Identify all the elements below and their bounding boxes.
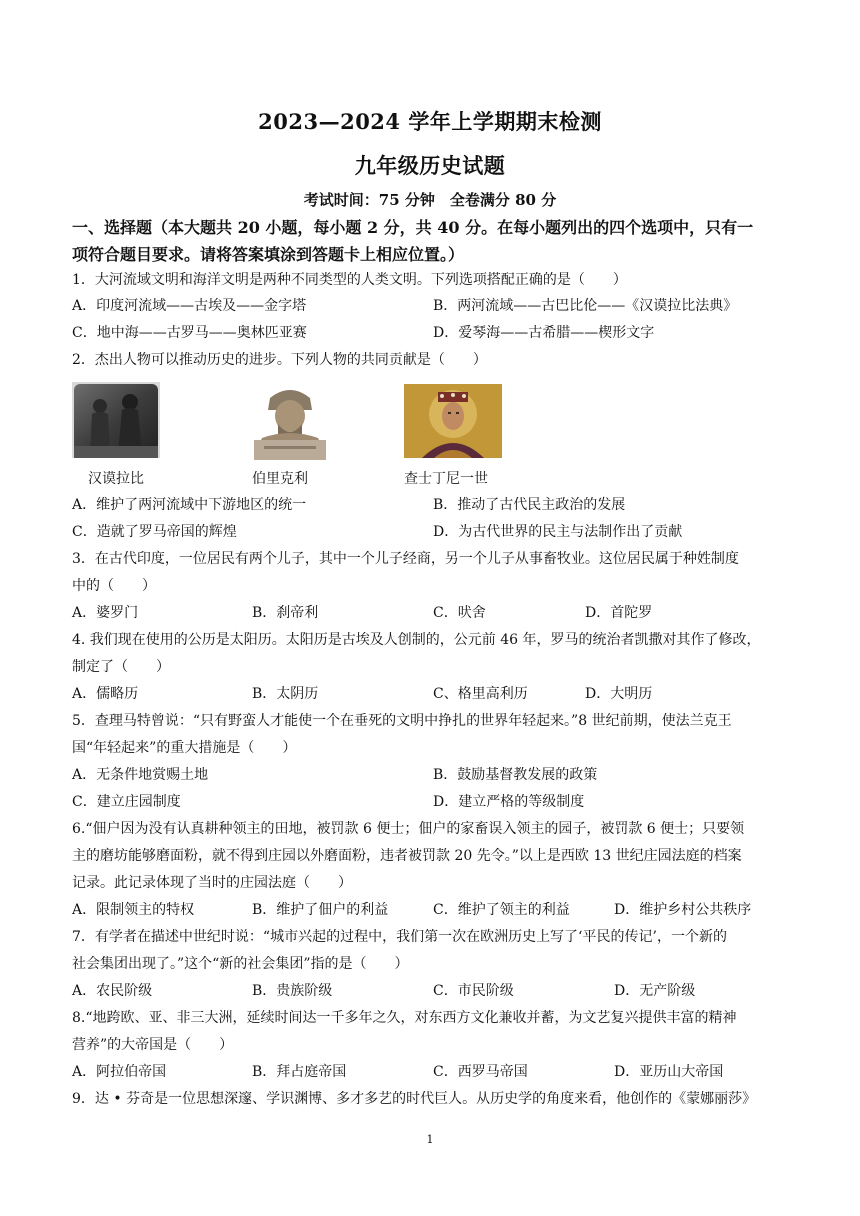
q7-stem-line1: 7．有学者在描述中世纪时说：“城市兴起的过程中，我们第一次在欧洲历史上写了‘平民的传记’，一个新的	[72, 929, 727, 945]
q3-option-a: A．婆罗门	[72, 605, 139, 621]
caption-hammurabi: 汉谟拉比	[88, 471, 144, 487]
q6-option-b: B．维护了佃户的利益	[252, 902, 389, 918]
section-heading	[72, 214, 792, 268]
q7-option-c: C．市民阶级	[433, 983, 514, 999]
pericles-bust-image	[250, 380, 330, 460]
q6-option-c: C．维护了领主的利益	[433, 902, 570, 918]
q9-stem-line1: 9．达 • 芬奇是一位思想深邃、学识渊博、多才多艺的时代巨人。从历史学的角度来看，他创作的《蒙娜丽莎》	[72, 1091, 757, 1107]
caption-justinian: 查士丁尼一世	[404, 471, 488, 487]
q5-stem-line2: 国“年轻起来”的重大措施是（ ）	[72, 740, 297, 756]
exam-info: 考试时间：75 分钟 全卷满分 80 分	[303, 191, 557, 209]
q4-option-b: B．太阴历	[252, 686, 319, 702]
section-heading-line2: 项符合题目要求。请将答案填涂到答题卡上相应位置。）	[72, 245, 465, 264]
hammurabi-stele-image	[72, 382, 160, 458]
q8-stem-line1: 8.“地跨欧、亚、非三大洲，延续时间达一千多年之久，对东西方文化兼收并蓄，为文艺复兴提供丰富的精神	[72, 1010, 737, 1026]
q2-option-c: C．造就了罗马帝国的辉煌	[72, 524, 237, 540]
q2-option-d: D．为古代世界的民主与法制作出了贡献	[433, 524, 683, 540]
q2-stem: 2．杰出人物可以推动历史的进步。下列人物的共同贡献是（ ）	[72, 352, 487, 368]
q8-option-d: D．亚历山大帝国	[614, 1064, 724, 1080]
q3-stem-line2: 中的（ ）	[72, 578, 156, 594]
q5-option-a: A．无条件地赏赐土地	[72, 767, 209, 783]
q6-stem-line3: 记录。此记录体现了当时的庄园法庭（ ）	[72, 875, 352, 891]
q5-option-b: B．鼓励基督教发展的政策	[433, 767, 598, 783]
q2-option-a: A．维护了两河流域中下游地区的统一	[72, 497, 307, 513]
q7-option-b: B．贵族阶级	[252, 983, 333, 999]
section-heading-line1: 一、选择题（本大题共 20 小题，每小题 2 分，共 40 分。在每小题列出的四个选项中，只有一	[72, 218, 754, 237]
q7-stem-line2: 社会集团出现了。”这个“新的社会集团”指的是（ ）	[72, 956, 409, 972]
q5-stem-line1: 5．查理马特曾说：“只有野蛮人才能使一个在垂死的文明中挣扎的世界年轻起来。”8 世纪前期，使法兰克王	[72, 713, 732, 729]
q8-option-c: C．西罗马帝国	[433, 1064, 528, 1080]
q1-option-d: D．爱琴海——古希腊——楔形文字	[433, 325, 655, 341]
q1-option-c: C．地中海——古罗马——奥林匹亚赛	[72, 325, 307, 341]
q4-stem-line1: 4. 我们现在使用的公历是太阳历。太阳历是古埃及人创制的，公元前 46 年，罗马的统治者凯撒对其作了修改，	[72, 632, 761, 648]
q3-option-d: D．首陀罗	[585, 605, 653, 621]
exam-title: 2023—2024 学年上学期期末检测	[258, 109, 602, 134]
q1-stem: 1．大河流域文明和海洋文明是两种不同类型的人类文明。下列选项搭配正确的是（ ）	[72, 272, 627, 288]
q8-option-a: A．阿拉伯帝国	[72, 1064, 167, 1080]
q3-option-c: C．吠舍	[433, 605, 486, 621]
q4-stem-line2: 制定了（ ）	[72, 659, 170, 675]
q7-option-a: A．农民阶级	[72, 983, 153, 999]
q6-option-a: A．限制领主的特权	[72, 902, 195, 918]
q6-option-d: D．维护乡村公共秩序	[614, 902, 752, 918]
page-number: 1	[426, 1133, 434, 1146]
q3-stem-line1: 3．在古代印度，一位居民有两个儿子，其中一个儿子经商，另一个儿子从事畜牧业。这位居民属于种姓制度	[72, 551, 739, 567]
q2-option-b: B．推动了古代民主政治的发展	[433, 497, 626, 513]
q5-option-d: D．建立严格的等级制度	[433, 794, 585, 810]
q4-option-a: A．儒略历	[72, 686, 139, 702]
q6-stem-line1: 6.“佃户因为没有认真耕种领主的田地，被罚款 6 便士；佃户的家畜误入领主的园子，被罚款 6 便士；只要领	[72, 821, 745, 837]
q5-option-c: C．建立庄园制度	[72, 794, 181, 810]
justinian-mosaic-image	[404, 384, 502, 458]
q8-stem-line2: 营养”的大帝国是（ ）	[72, 1037, 234, 1053]
q8-option-b: B．拜占庭帝国	[252, 1064, 347, 1080]
q1-option-a: A．印度河流域——古埃及——金字塔	[72, 298, 307, 314]
q4-option-d: D．大明历	[585, 686, 653, 702]
q6-stem-line2: 主的磨坊能够磨面粉，就不得到庄园以外磨面粉，违者被罚款 20 先令。”以上是西欧 13 世纪庄园法庭的档案	[72, 848, 742, 864]
caption-pericles: 伯里克利	[252, 471, 308, 487]
q1-option-b: B．两河流域——古巴比伦——《汉谟拉比法典》	[433, 298, 738, 314]
q7-option-d: D．无产阶级	[614, 983, 696, 999]
q4-option-c: C、格里高利历	[433, 686, 528, 702]
q3-option-b: B．刹帝利	[252, 605, 319, 621]
exam-subtitle: 九年级历史试题	[354, 153, 506, 178]
